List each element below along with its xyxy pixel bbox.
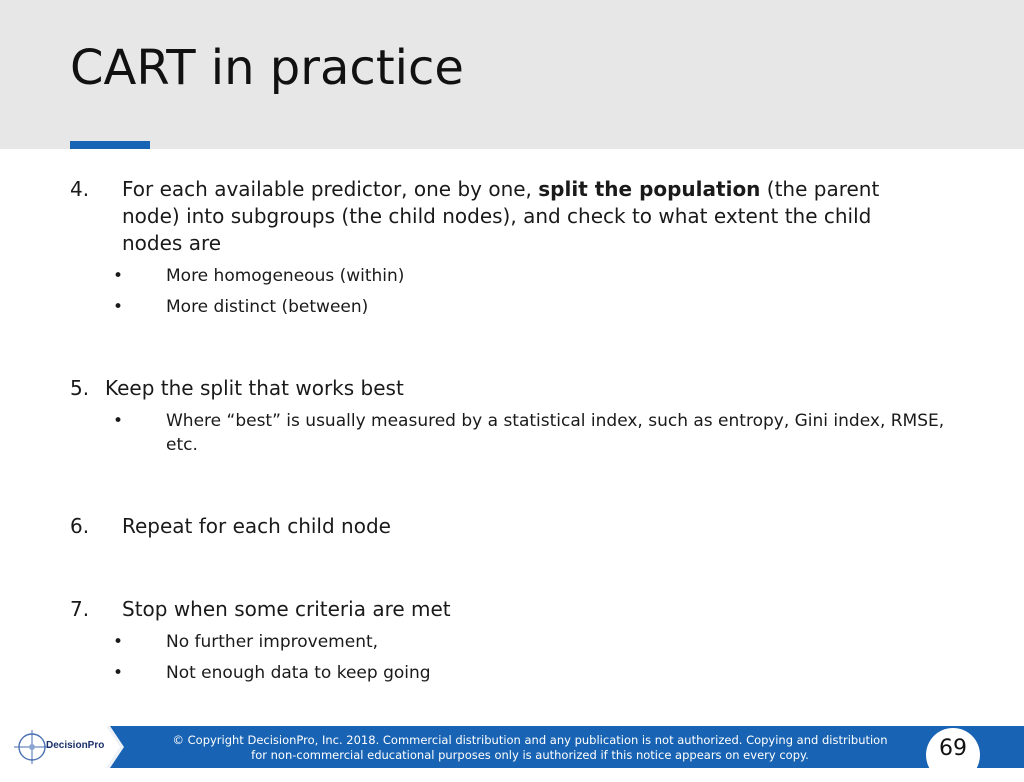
slide-title: CART in practice [70, 40, 464, 96]
title-accent-bar [70, 141, 150, 149]
item-text [122, 176, 922, 257]
sub-bullet-text: More distinct (between) [166, 297, 369, 317]
sub-bullet-text: No further improvement, [166, 632, 379, 652]
item-text: Stop when some criteria are met [122, 597, 451, 621]
sub-bullet-text: Where “best” is usually measured by a statistical index, such as entropy, Gini index, RMSE, etc. [166, 411, 945, 455]
decisionpro-logo [12, 729, 112, 765]
item-text: Repeat for each child node [122, 514, 391, 538]
item-text: Keep the split that works best [105, 376, 404, 400]
sub-bullet-text: More homogeneous (within) [166, 266, 405, 286]
bullet-glyph: • [112, 266, 124, 286]
bullet-glyph: • [112, 297, 124, 317]
page-number: 69 [939, 736, 967, 761]
item-text-bold: split the population [538, 177, 761, 201]
copyright-line-2: for non-commercial educational purposes only is authorized if this notice appears on every copy. [251, 748, 809, 762]
footer-bar [0, 726, 1024, 768]
item-number: 5. [70, 376, 90, 400]
bullet-glyph: • [112, 632, 124, 652]
sub-bullet-text: Not enough data to keep going [166, 663, 431, 683]
copyright-line-1: © Copyright DecisionPro, Inc. 2018. Commercial distribution and any publication is not authorized. Copying and distribution [172, 733, 888, 747]
item-number: 6. [70, 514, 90, 538]
bullet-glyph: • [112, 663, 124, 683]
copyright-notice [160, 733, 900, 763]
item-text-before: For each available predictor, one by one, [122, 177, 539, 201]
logo-text: DecisionPro [46, 740, 105, 751]
item-number: 7. [70, 597, 90, 621]
bullet-glyph: • [112, 411, 124, 431]
item-text-after: (the parent node) into subgroups (the child nodes), and check to what extent the child nodes are [122, 177, 880, 255]
item-number: 4. [70, 177, 90, 201]
